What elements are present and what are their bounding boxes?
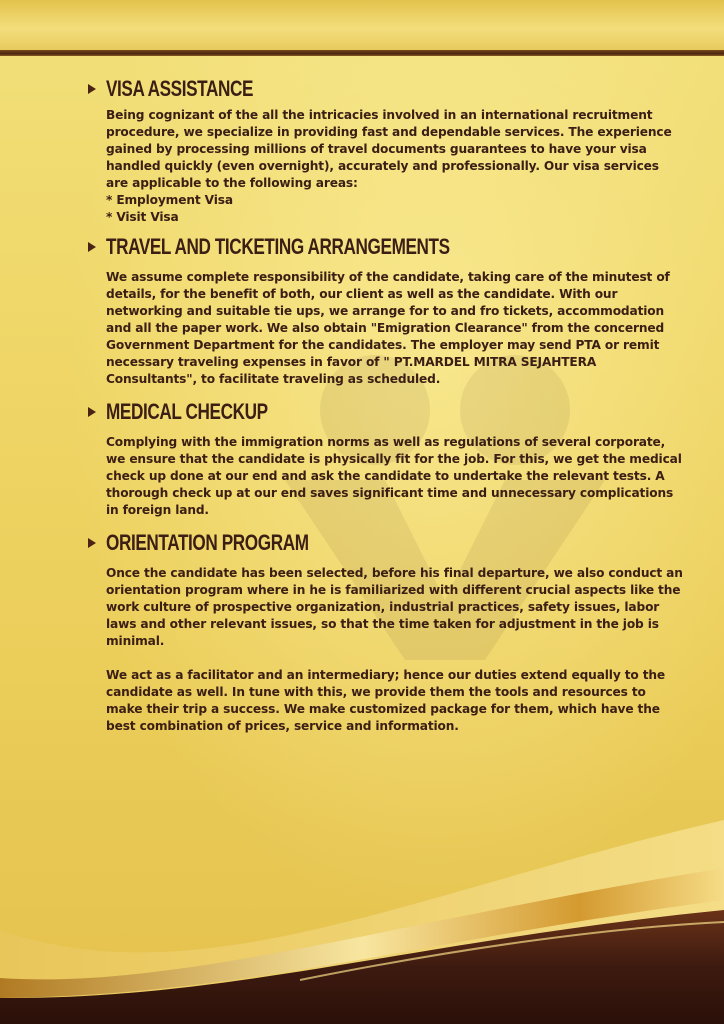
section-body: [88, 107, 684, 226]
section-visa-assistance: [88, 74, 684, 226]
section-body: We assume complete responsibility of the candidate, taking care of the minutest of details, for the benefit of both, our client as well as the candidate. With our networking and suitable tie ups, we arrange for to and fro tickets, accommodation and all the paper work. We also obtain "Emigration Clearance" from the concerned Government Department for the candidates. The employer may send PTA or remit necessary traveling expenses in favor of " PT.MARDEL MITRA SEJAHTERA Consultants", to facilitate traveling as scheduled.: [106, 270, 670, 386]
list-item: * Visit Visa: [106, 210, 179, 224]
section-title: ORIENTATION PROGRAM: [106, 530, 309, 555]
triangle-bullet-icon: [88, 538, 96, 548]
section-title: VISA ASSISTANCE: [106, 76, 254, 101]
triangle-bullet-icon: [88, 407, 96, 417]
triangle-bullet-icon: [88, 242, 96, 252]
bottom-wave-decoration: [0, 800, 724, 1024]
section-body-text: Being cognizant of the all the intricacies involved in an international recruitment procedure, we specialize in providing fast and dependable services. The experience gained by processing millions of travel documents guarantees to have your visa handled quickly (even overnight), accurately and professionally. Our visa services are applicable to the following areas:: [106, 108, 672, 190]
content-column: [88, 74, 684, 735]
section-title: MEDICAL CHECKUP: [106, 399, 268, 424]
section-heading-row: [88, 528, 684, 558]
triangle-bullet-icon: [88, 84, 96, 94]
list-item: * Employment Visa: [106, 193, 233, 207]
section-heading-row: [88, 397, 684, 427]
section-travel-ticketing: [88, 232, 684, 388]
header-band: [0, 0, 724, 52]
section-body-closing: We act as a facilitator and an intermediary; hence our duties extend equally to the candidate as well. In tune with this, we provide them the tools and resources to make their trip a success. We make customized package for them, which have the best combination of prices, service and information.: [106, 668, 666, 733]
section-heading-row: [88, 232, 684, 262]
section-medical-checkup: [88, 397, 684, 519]
section-orientation-program: [88, 528, 684, 735]
section-heading-row: [88, 74, 684, 104]
section-body: Complying with the immigration norms as well as regulations of several corporate, we ensure that the candidate is physically fit for the job. For this, we get the medical check up done at our end and ask the candidate to undertake the relevant tests. A thorough check up at our end saves significant time and unnecessary complications in foreign land.: [106, 435, 682, 517]
header-divider: [0, 50, 724, 56]
section-body: Once the candidate has been selected, before his final departure, we also conduct an orientation program where in he is familiarized with different crucial aspects like the work culture of prospective organization, industrial practices, safety issues, labor laws and other relevant issues, so that the time taken for adjustment in the job is minimal.: [106, 566, 683, 648]
section-title: TRAVEL AND TICKETING ARRANGEMENTS: [106, 234, 450, 259]
